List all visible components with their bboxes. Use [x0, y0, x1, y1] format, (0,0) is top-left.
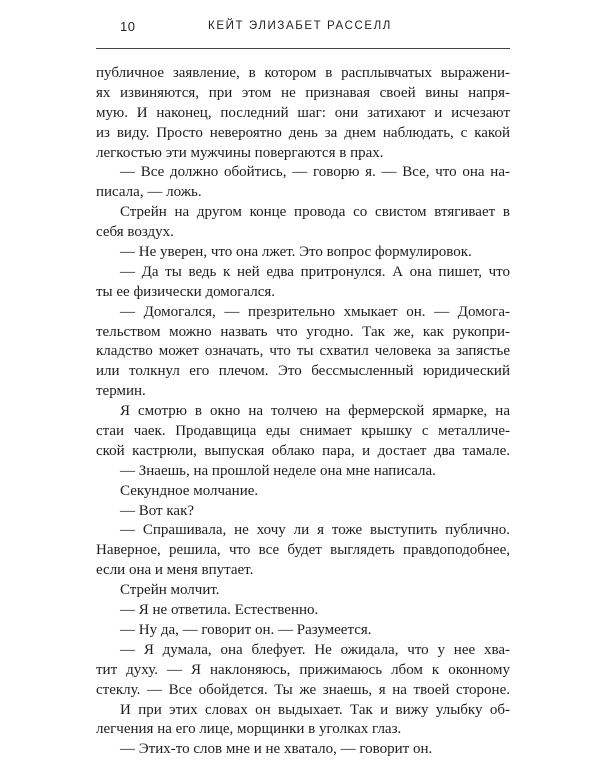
text-line: Секундное молчание.: [120, 482, 259, 499]
text-line: легчения на его лице, морщинки в уголках глаз.: [96, 721, 402, 738]
text-line: публичное заявление, в котором в расплывчатых выражени-: [96, 65, 510, 81]
text-line: — Не уверен, что она лжет. Это вопрос формулировок.: [120, 244, 472, 261]
text-line: И при этих словах он выдыхает. Так и вижу улыбку об-: [120, 701, 510, 718]
text-line: мую. И наконец, последний шаг: они затихают и исчезают: [96, 104, 510, 121]
text-line: Стрейн на другом конце провода со свистом втягивает в: [120, 204, 510, 221]
text-line: ях извиняются, при этом не признавая своей вины напря-: [96, 84, 510, 101]
text-line: — Да ты ведь к ней едва притронулся. А она пишет, что: [120, 263, 510, 280]
text-line: — Все должно обойтись, — говорю я. — Все, что она на-: [120, 164, 510, 181]
text-line: Я смотрю в окно на толчею на фермерской ярмарке, на: [120, 403, 510, 420]
text-line: — Знаешь, на прошлой неделе она мне написала.: [120, 462, 436, 479]
text-line: — Домогался, — презрительно хмыкает он. — Домога-: [120, 303, 510, 320]
text-line: тельством можно назвать что угодно. Так же, как рукопри-: [96, 323, 510, 340]
text-line: тит духу. — Я наклоняюсь, прижимаюсь лбом к оконному: [96, 661, 510, 678]
page-number: 10: [120, 19, 136, 34]
running-head-author: КЕЙТ ЭЛИЗАБЕТ РАССЕЛЛ: [208, 20, 392, 32]
text-line: если она и меня впутает.: [96, 562, 254, 579]
text-line: себя воздух.: [96, 224, 174, 241]
body-text: [96, 64, 510, 760]
text-line: — Ну да, — говорит он. — Разумеется.: [120, 621, 372, 638]
text-line: Наверное, решила, что все будет выглядеть правдоподобнее,: [96, 542, 510, 559]
text-line: ской кастрюли, выпуская облако пара, и достает два тамале.: [96, 442, 510, 459]
text-line: Стрейн молчит.: [120, 582, 220, 599]
text-line: или толкнул его плечом. Это бессмысленный юридический: [96, 363, 510, 380]
text-line: ты ее физически домогался.: [96, 283, 276, 300]
text-line: — Этих-то слов мне и не хватало, — говорит он.: [120, 741, 433, 758]
text-line: — Вот как?: [120, 502, 195, 519]
text-line: термин.: [96, 383, 146, 400]
text-line: писала, — ложь.: [96, 184, 202, 201]
text-line: кладство может означать, что ты схватил человека за запястье: [96, 343, 510, 360]
header-rule: [96, 48, 510, 49]
text-line: стеклу. — Все обойдется. Ты же знаешь, я на твоей стороне.: [96, 681, 510, 698]
text-line: из виду. Просто невероятно день за днем наблюдать, с какой: [96, 124, 510, 141]
text-line: — Спрашивала, не хочу ли я тоже выступить публично.: [120, 522, 510, 539]
text-line: легкостью эти мужчины повергаются в прах.: [96, 144, 384, 161]
text-line: стаи чаек. Продавщица еды снимает крышку с металличе-: [96, 423, 510, 440]
text-line: — Я думала, она блефует. Не ожидала, что у нее хва-: [120, 641, 510, 658]
text-line: — Я не ответила. Естественно.: [120, 602, 319, 619]
